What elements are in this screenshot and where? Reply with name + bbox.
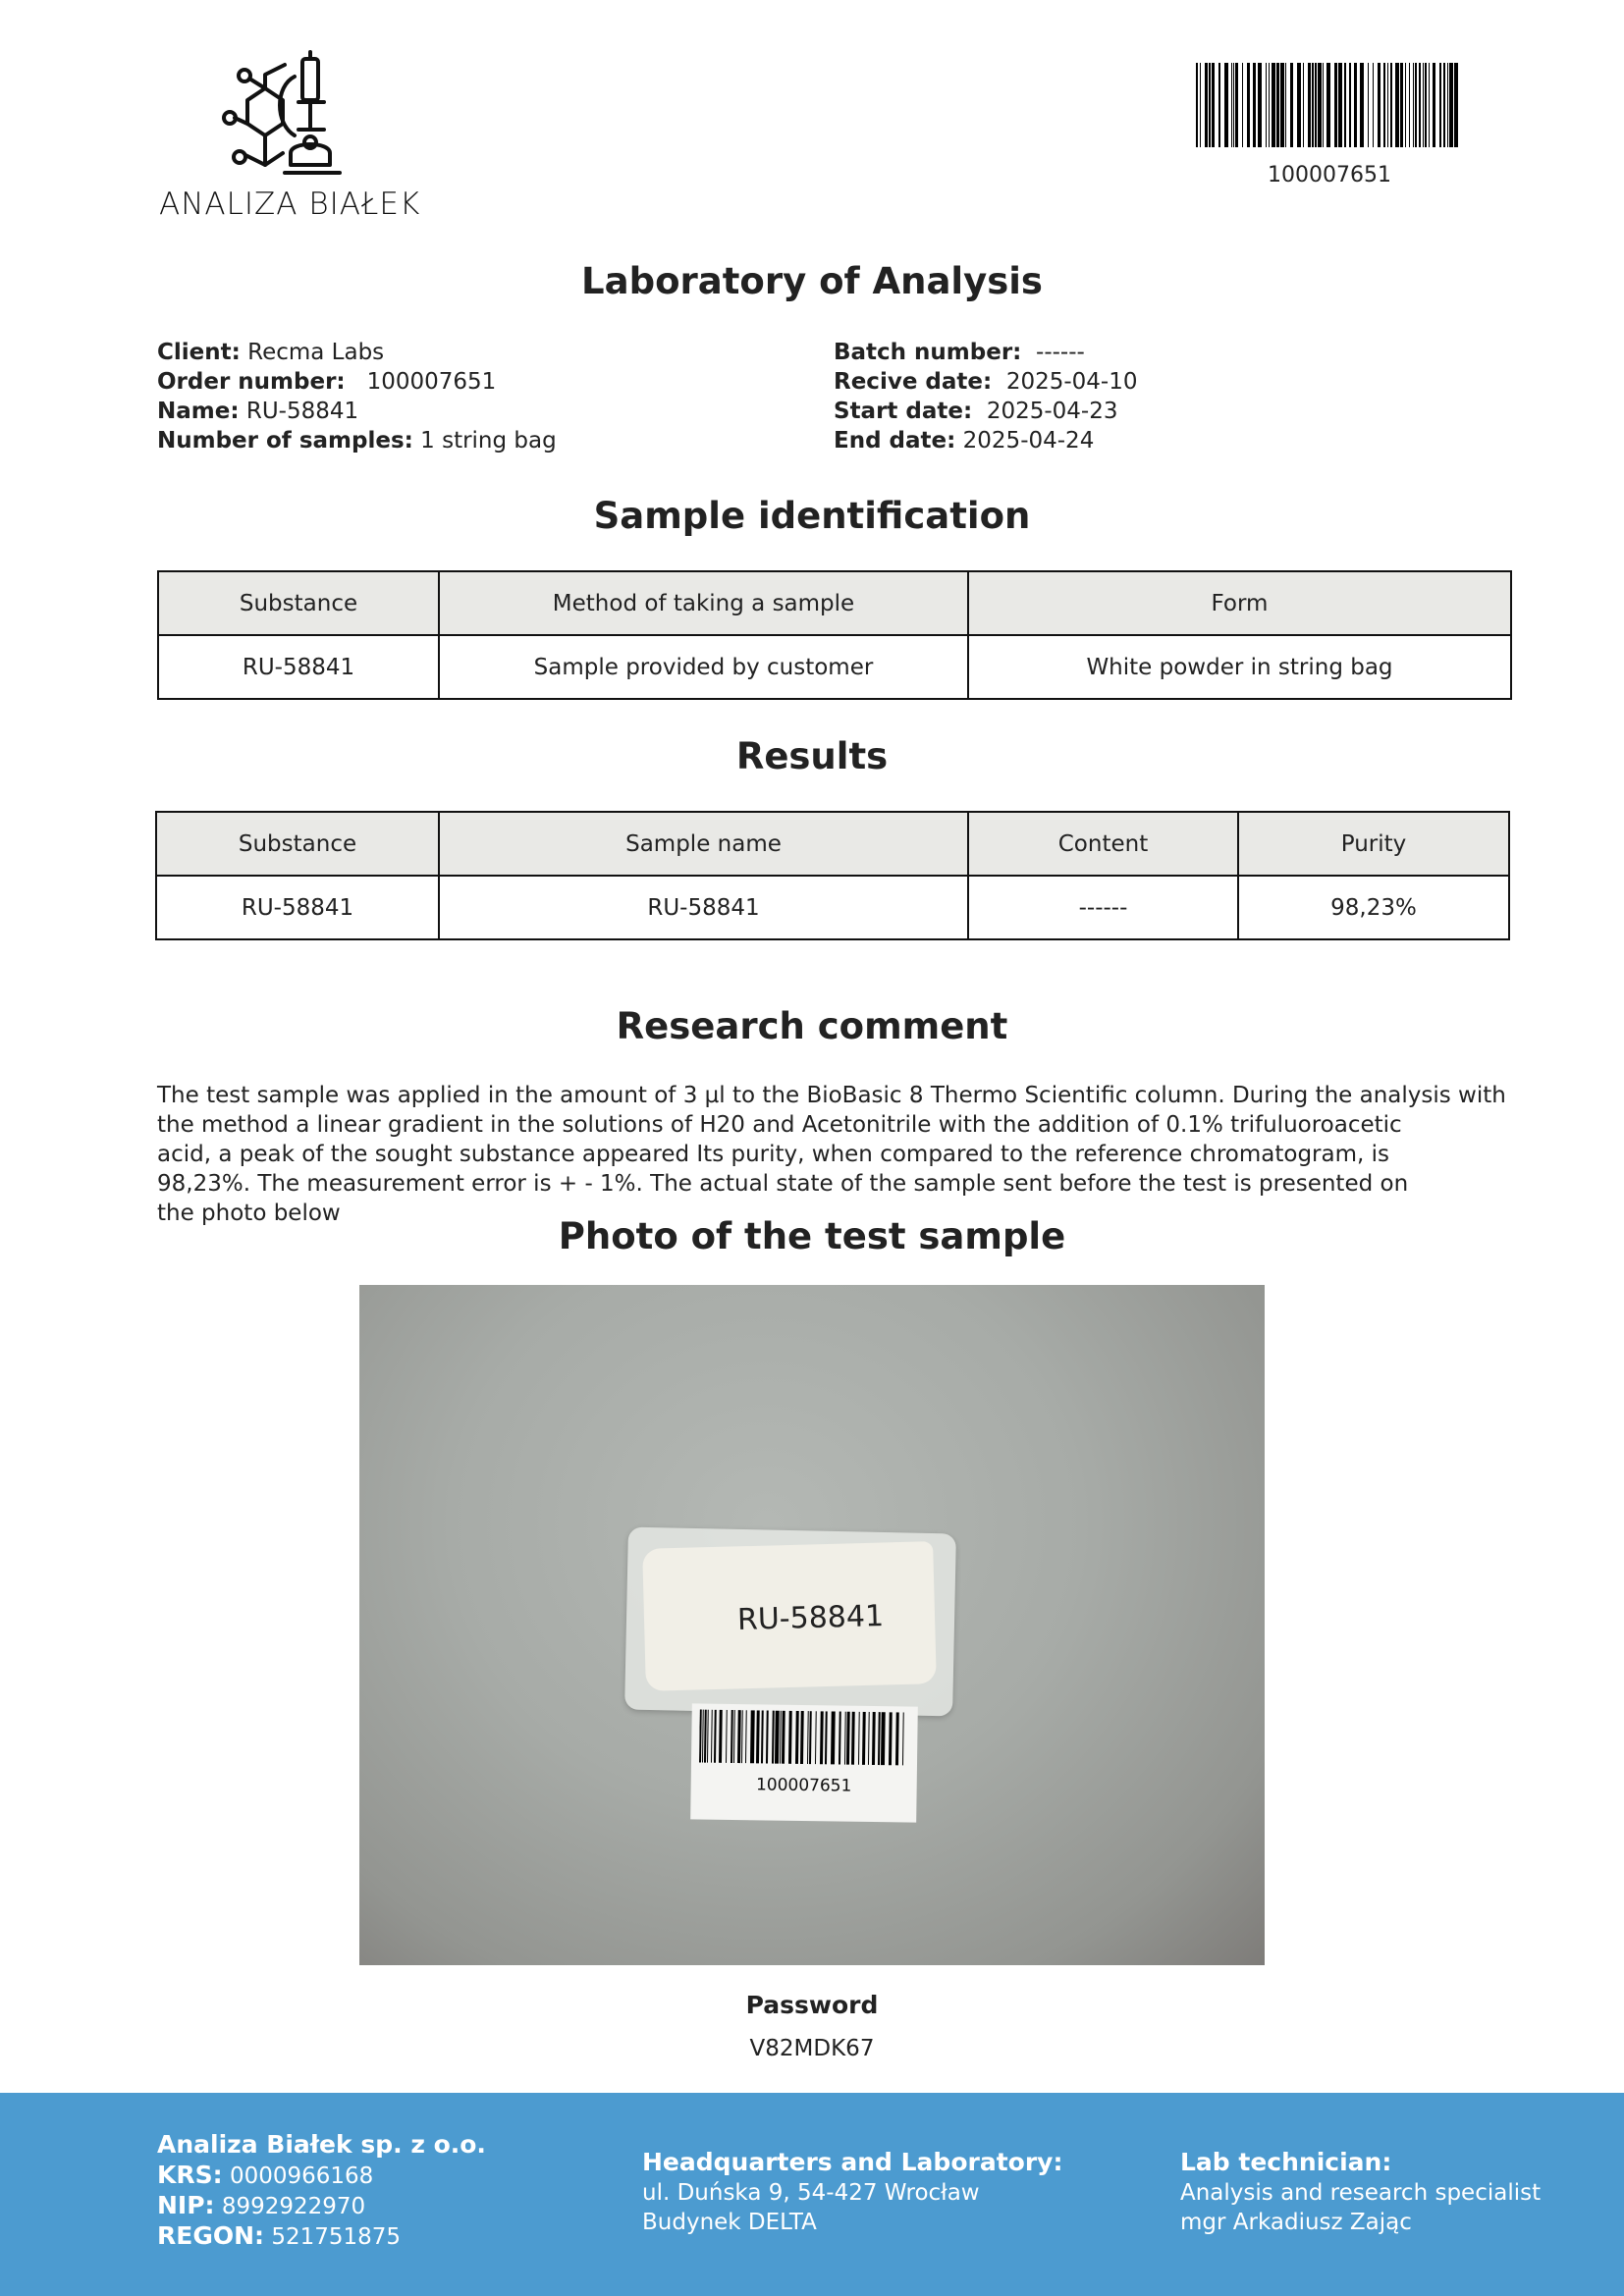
start-date-row [834,397,1501,426]
hq-title: Headquarters and Laboratory: [642,2148,1063,2176]
regon-label: REGON: [157,2221,265,2250]
table-cell: RU-58841 [439,876,968,939]
nip-value: 8992922970 [221,2194,366,2219]
end-date-label: End date: [834,428,956,454]
order-number-label: Order number: [157,369,346,395]
receive-date-label: Recive date: [834,369,993,395]
table-header-row [156,812,1509,876]
table-cell: ------ [968,876,1238,939]
order-info-left [157,338,825,455]
krs-label: KRS: [157,2161,223,2189]
sample-identification-table [157,570,1512,700]
receive-date-value: 2025-04-10 [1005,369,1138,395]
comment-line: the photo below [157,1201,341,1226]
tech-title: Lab technician: [1180,2148,1392,2176]
tech-name: mgr Arkadiusz Zając [1180,2210,1412,2235]
sample-identification-heading: Sample identification [593,495,1031,537]
results-table [155,811,1510,940]
research-comment-heading: Research comment [616,1005,1008,1047]
start-date-label: Start date: [834,399,973,424]
sample-barcode-number: 100007651 [755,1775,852,1796]
table-header-cell: Form [968,571,1511,635]
table-header-cell: Method of taking a sample [439,571,968,635]
nip-label: NIP: [157,2191,215,2219]
barcode-number: 100007651 [1268,163,1391,187]
footer-technician [1180,2148,1541,2237]
client-row [157,338,825,367]
table-header-cell: Substance [156,812,439,876]
table-cell: RU-58841 [158,635,439,699]
client-value: Recma Labs [247,340,385,365]
krs-value: 0000966168 [229,2163,374,2189]
logo-text: ANALIZA BIAŁEK [159,187,421,222]
samples-label: Number of samples: [157,428,413,454]
order-barcode [1196,63,1463,147]
table-header-cell: Content [968,812,1238,876]
footer-headquarters [642,2148,1062,2237]
end-date-row [834,426,1501,455]
sample-label-text: RU-58841 [736,1599,885,1637]
order-number-row [157,367,825,397]
sample-barcode-sticker [690,1703,918,1822]
name-label: Name: [157,399,240,424]
sample-barcode [699,1710,910,1774]
password-label: Password [745,1991,879,2019]
batch-row [834,338,1501,367]
tech-role: Analysis and research specialist [1180,2180,1542,2206]
table-header-cell: Substance [158,571,439,635]
table-row [156,876,1509,939]
comment-line: the method a linear gradient in the solutions of H20 and Acetonitrile with the addition of 0.1% trifuluoroacetic [157,1112,1402,1138]
regon-value: 521751875 [271,2224,402,2250]
table-header-row [158,571,1511,635]
batch-value: ------ [1036,340,1085,365]
footer [0,2093,1624,2296]
company-logo [147,39,442,226]
end-date-value: 2025-04-24 [962,428,1095,454]
comment-line: 98,23%. The measurement error is + - 1%. The actual state of the sample sent before the test is presented on [157,1171,1409,1197]
comment-line: acid, a peak of the sought substance appeared Its purity, when compared to the reference chromatogram, is [157,1142,1389,1167]
samples-row [157,426,825,455]
table-cell: Sample provided by customer [439,635,968,699]
research-comment-text [157,1081,1506,1228]
receive-date-row [834,367,1501,397]
photo-heading: Photo of the test sample [558,1215,1066,1257]
name-value: RU-58841 [245,399,359,424]
molecule-microscope-icon [218,47,365,185]
table-header-cell: Sample name [439,812,968,876]
footer-company [157,2130,486,2252]
start-date-value: 2025-04-23 [986,399,1118,424]
results-heading: Results [735,735,889,777]
sample-photo [359,1285,1265,1965]
order-number-value: 100007651 [366,369,497,395]
order-info-right [834,338,1501,455]
company-name: Analiza Białek sp. z o.o. [157,2130,486,2159]
client-label: Client: [157,340,241,365]
table-header-cell: Purity [1238,812,1509,876]
purity-value: 98,23% [1238,876,1509,939]
password-value: V82MDK67 [749,2036,875,2061]
table-row [158,635,1511,699]
hq-building: Budynek DELTA [642,2210,817,2235]
samples-value: 1 string bag [420,428,557,454]
page-title: Laboratory of Analysis [581,260,1043,302]
name-row [157,397,825,426]
table-cell: White powder in string bag [968,635,1511,699]
hq-address: ul. Duńska 9, 54-427 Wrocław [642,2180,980,2206]
batch-label: Batch number: [834,340,1022,365]
table-cell: RU-58841 [156,876,439,939]
comment-line: The test sample was applied in the amount of 3 µl to the BioBasic 8 Thermo Scientific column. During the analysis with [157,1083,1506,1108]
